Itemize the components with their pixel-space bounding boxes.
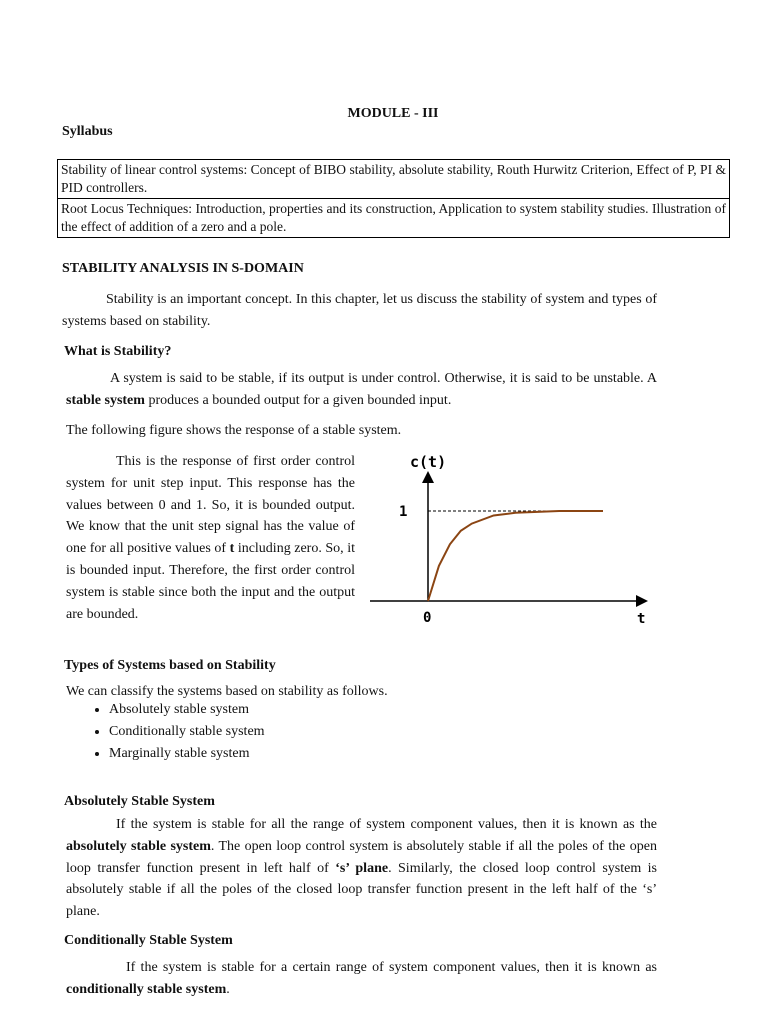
syllabus-row: Stability of linear control systems: Concept of BIBO stability, absolute stability, Routh Hurwitz Criterion, Effect of P, PI & PID controllers. [58, 160, 730, 199]
intro-paragraph: Stability is an important concept. In this chapter, let us discuss the stability of system and types of systems based on stability. [62, 292, 657, 329]
absolute-heading: Absolutely Stable System [64, 794, 215, 809]
syllabus-label: Syllabus [62, 124, 113, 139]
figure-description: This is the response of first order control system for unit step input. This response has the values between 0 and 1. So, it is bounded output. We know that the unit step signal has the value of one for all positive values of t including zero. So, it is bounded input. Therefore, the first order control system is stable since both the input and the output are bounded. [66, 454, 355, 622]
list-item: • Marginally stable system [109, 743, 265, 765]
types-heading: Types of Systems based on Stability [64, 658, 276, 673]
what-heading: What is Stability? [64, 344, 172, 359]
x-axis-label: t [637, 611, 646, 627]
y-axis-label: c(t) [410, 453, 447, 471]
module-title: MODULE - III [347, 106, 439, 121]
origin-label: 0 [423, 610, 432, 626]
types-intro: We can classify the systems based on stability as follows. [66, 684, 388, 699]
what-paragraph: A system is said to be stable, if its output is under control. Otherwise, it is said to be unstable. A stable system produces a bounded output for a given bounded input. [66, 371, 657, 408]
types-list [87, 699, 265, 765]
step-response-chart [360, 447, 660, 637]
list-item: • Absolutely stable system [109, 699, 265, 721]
conditional-paragraph: If the system is stable for a certain range of system component values, then it is known as conditionally stable system. [66, 960, 657, 997]
y-tick-label: 1 [399, 504, 408, 520]
syllabus-row: Root Locus Techniques: Introduction, properties and its construction, Application to system stability studies. Illustration of the effect of addition of a zero and a pole. [58, 199, 730, 238]
syllabus-table [57, 159, 730, 238]
figure-intro: The following figure shows the response of a stable system. [66, 423, 402, 438]
list-item: • Conditionally stable system [109, 721, 265, 743]
absolute-paragraph: If the system is stable for all the range of system component values, then it is known as the absolutely stable system. The open loop control system is absolutely stable if all the poles of the open loop transfer function present in left half of ‘s’ plane. Similarly, the closed loop control system is absolutely stable if all the poles of the closed loop transfer function present in the left half of the ‘s’ plane. [66, 817, 657, 920]
response-curve [428, 511, 603, 601]
conditional-heading: Conditionally Stable System [64, 933, 233, 948]
section-heading: STABILITY ANALYSIS IN S-DOMAIN [62, 261, 304, 276]
